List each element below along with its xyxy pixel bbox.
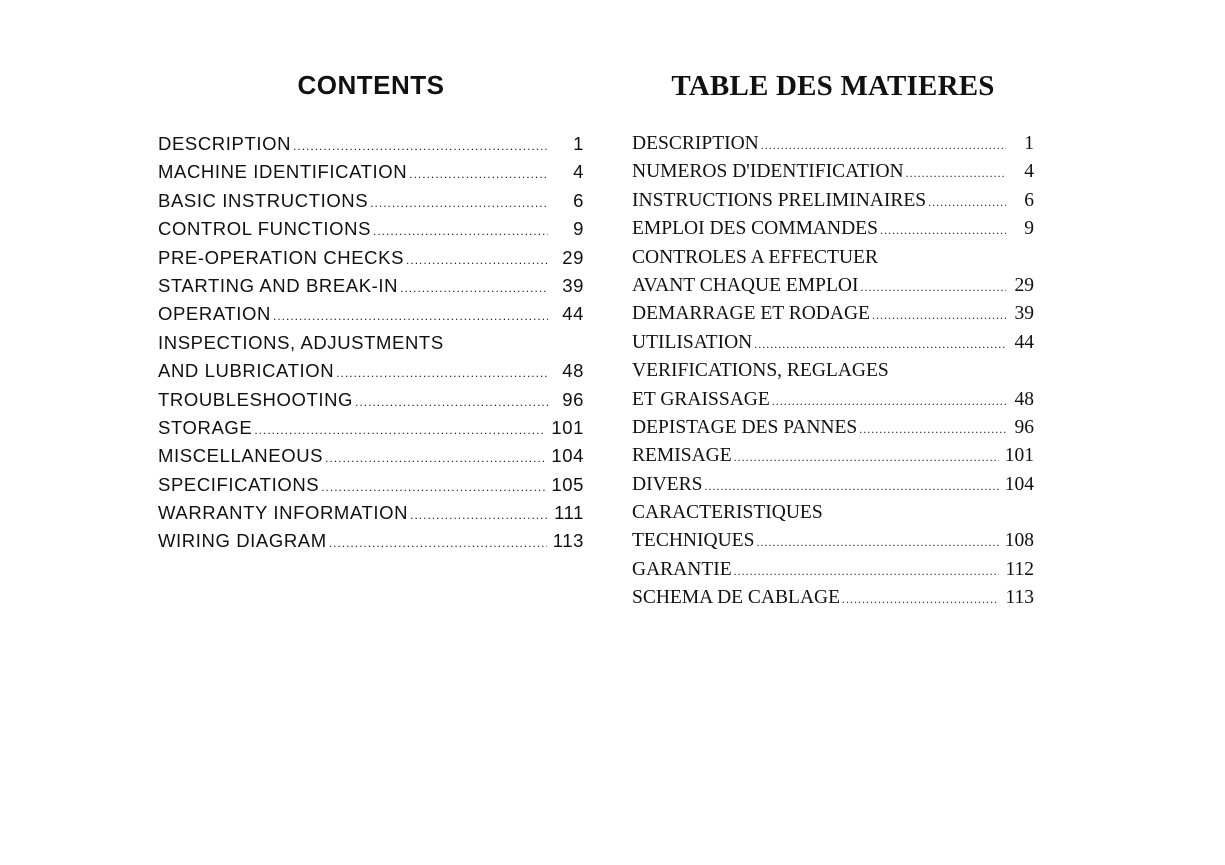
dot-leader [409,167,548,181]
toc-entry-label: STARTING AND BREAK-IN [158,274,399,296]
toc-entry [632,389,1034,417]
toc-entry-label: SPECIFICATIONS [158,473,320,495]
toc-entry [632,190,1034,218]
toc-entry [158,332,584,360]
toc-entry-label: DESCRIPTION [632,133,759,154]
toc-entry-label: SCHEMA DE CABLAGE [632,587,841,609]
toc-entry-page: 44 [562,303,584,325]
toc-entry [158,530,584,558]
toc-entry-page: 108 [1004,530,1034,552]
dot-leader [772,394,1006,409]
toc-entry [158,502,584,530]
toc-entry [158,474,584,502]
dot-leader [860,280,1006,295]
toc-entry [632,218,1034,246]
dot-leader [355,395,548,409]
dot-leader [410,508,548,522]
toc-entry [158,133,584,161]
toc-entry-label: MACHINE IDENTIFICATION [158,161,408,183]
toc-entry [158,218,584,246]
toc-entry-page: 96 [1014,416,1034,438]
toc-entry [158,389,584,417]
dot-leader [842,592,999,607]
toc-entry-page: 39 [562,274,584,296]
toc-entry-page: 105 [551,473,584,495]
toc-entry-label: STORAGE [158,416,253,438]
toc-entry-label: WARRANTY INFORMATION [158,502,409,524]
toc-entry [632,133,1034,161]
toc-entry-label: REMISAGE [632,445,732,467]
dot-leader [704,479,998,494]
toc-entry-page: 9 [1024,218,1034,240]
toc-entry-page: 9 [573,218,584,240]
dot-leader [859,422,1006,437]
toc-entry [158,417,584,445]
dot-leader [273,309,548,323]
toc-entry-page: 48 [562,360,584,382]
toc-entry-page: 101 [1004,445,1034,467]
toc-entry-label: CONTROLES A EFFECTUER [632,246,878,268]
toc-entry-label: DIVERS [632,473,703,495]
toc-entry [632,559,1034,587]
dot-leader [321,480,545,494]
dot-leader [734,450,999,465]
toc-entry-page: 113 [552,530,584,552]
toc-entry-label: GARANTIE [632,558,732,580]
dot-leader [293,139,548,153]
toc-entry-label: INSPECTIONS, ADJUSTMENTS [158,331,444,353]
toc-entry-label: INSTRUCTIONS PRELIMINAIRES [632,189,927,211]
toc-entry-label: DEPISTAGE DES PANNES [632,416,858,438]
toc-entry [632,161,1034,189]
toc-entry [632,530,1034,558]
toc-entry-label: AND LUBRICATION [158,360,335,382]
toc-entry-label: CONTROL FUNCTIONS [158,218,372,240]
toc-entry-page: 48 [1014,388,1034,410]
toc-entry-page: 4 [573,161,584,183]
toc-entry [632,247,1034,275]
toc-entry-label: TECHNIQUES [632,530,755,552]
toc-entry-label: DEMARRAGE ET RODAGE [632,303,870,325]
dot-leader [756,535,998,550]
toc-entry-label: NUMEROS D'IDENTIFICATION [632,161,904,183]
toc-entry [632,417,1034,445]
toc-entry-label: DESCRIPTION [158,133,292,154]
toc-entry-label: TROUBLESHOOTING [158,388,354,410]
toc-entry-page: 101 [551,416,584,438]
toc-entry-page: 39 [1014,303,1034,325]
dot-leader [336,366,548,380]
dot-leader [734,564,1000,579]
toc-entry-page: 44 [1014,331,1034,353]
french-toc-list [632,133,1034,616]
toc-entry-page: 6 [1024,189,1034,211]
dot-leader [906,166,1006,181]
toc-entry-label: EMPLOI DES COMMANDES [632,218,878,240]
toc-entry [632,275,1034,303]
toc-entry-page: 113 [1005,587,1034,609]
dot-leader [254,423,545,437]
toc-entry [632,474,1034,502]
toc-entry [632,360,1034,388]
toc-entry-page: 6 [573,189,584,211]
dot-leader [400,281,548,295]
toc-entry-label: UTILISATION [632,331,753,353]
dot-leader [370,196,548,210]
toc-entry-page: 104 [551,445,584,467]
toc-entry-page: 29 [1014,274,1034,296]
toc-entry-page: 111 [554,502,584,524]
dot-leader [406,253,548,267]
dot-leader [329,536,547,550]
dot-leader [928,195,1006,210]
toc-entry-page: 104 [1004,473,1034,495]
toc-entry-label: CARACTERISTIQUES [632,502,823,524]
toc-entry [632,303,1034,331]
english-toc-list [158,133,584,559]
toc-entry [158,303,584,331]
toc-entry [158,161,584,189]
dot-leader [872,308,1006,323]
toc-entry-label: ET GRAISSAGE [632,388,770,410]
toc-entry [158,360,584,388]
dot-leader [761,138,1006,153]
toc-entry [158,445,584,473]
toc-entry-page: 1 [1024,133,1034,154]
toc-entry-page: 96 [562,388,584,410]
toc-entry-label: PRE-OPERATION CHECKS [158,246,405,268]
toc-entry-label: OPERATION [158,303,271,325]
toc-entry-page: 4 [1024,161,1034,183]
dot-leader [754,337,1006,352]
toc-entry [632,587,1034,615]
toc-entry-page: 1 [573,133,584,154]
table-des-matieres-heading: TABLE DES MATIERES [671,70,995,102]
toc-entry [632,502,1034,530]
toc-entry [158,190,584,218]
toc-entry-label: WIRING DIAGRAM [158,530,327,552]
contents-heading: CONTENTS [297,70,445,100]
dot-leader [880,223,1006,238]
toc-entry-page: 112 [1005,558,1034,580]
toc-entry-label: BASIC INSTRUCTIONS [158,189,369,211]
toc-entry-page: 29 [562,246,584,268]
toc-entry [158,247,584,275]
toc-entry [158,275,584,303]
dot-leader [373,224,548,238]
toc-entry [632,445,1034,473]
toc-entry-label: AVANT CHAQUE EMPLOI [632,274,859,296]
toc-entry [632,332,1034,360]
toc-entry-label: VERIFICATIONS, REGLAGES [632,360,889,382]
toc-entry-label: MISCELLANEOUS [158,445,324,467]
dot-leader [325,451,545,465]
